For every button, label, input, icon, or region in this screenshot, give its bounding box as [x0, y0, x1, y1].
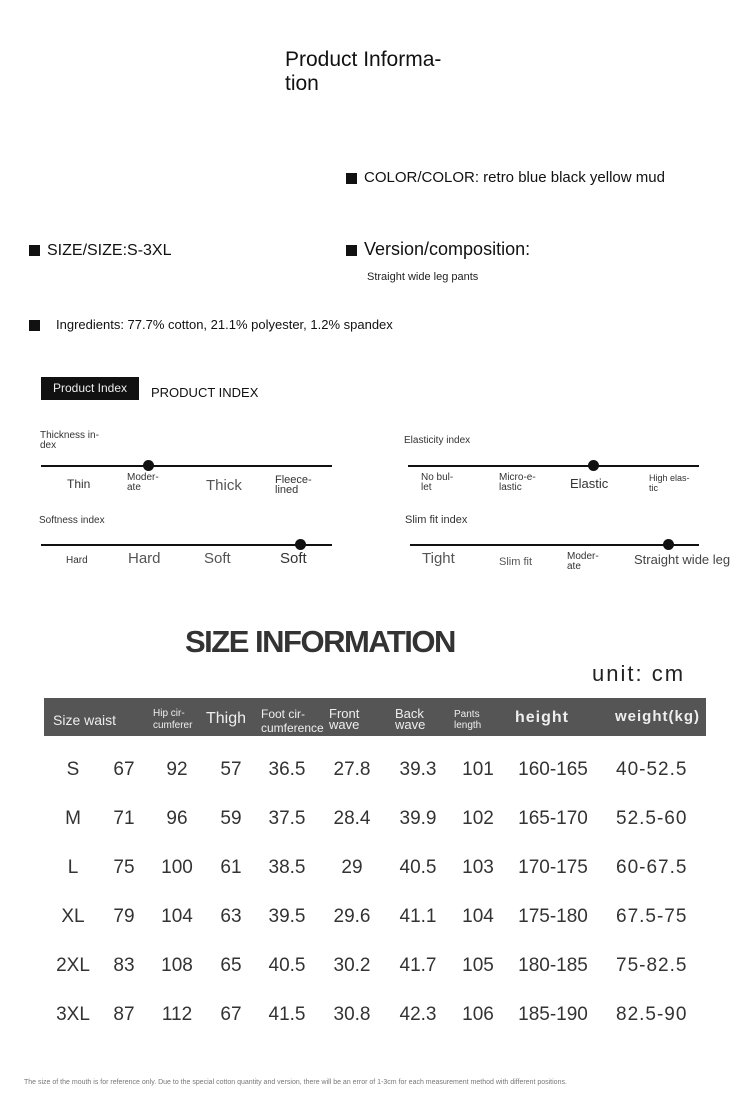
- table-cell: 40.5: [268, 955, 306, 976]
- color-text: COLOR/COLOR: retro blue black yellow mud: [364, 169, 665, 186]
- table-cell: 83: [113, 955, 135, 976]
- header-weight: weight(kg): [615, 708, 700, 725]
- bullet-square-icon: [346, 173, 357, 184]
- header-foot: Foot cir- cumference: [261, 707, 324, 735]
- table-cell: 106: [462, 1004, 494, 1025]
- table-cell: 65: [220, 955, 242, 976]
- table-cell: 41.5: [268, 1004, 306, 1025]
- size-info: [29, 242, 171, 260]
- table-cell: 61: [220, 857, 242, 878]
- elasticity-option: Micro-e- lastic: [499, 472, 536, 493]
- size-cell: M: [65, 808, 81, 829]
- size-information-title: SIZE INFORMATION: [185, 624, 455, 659]
- table-cell: 165-170: [518, 808, 588, 829]
- weight-cell: 75-82.5: [616, 955, 688, 976]
- table-cell: 160-165: [518, 759, 588, 780]
- version-info: [346, 239, 530, 260]
- table-cell: 39.9: [399, 808, 437, 829]
- size-cell: S: [66, 759, 80, 780]
- table-cell: 36.5: [268, 759, 306, 780]
- table-cell: 100: [161, 857, 193, 878]
- ingredients-info: [29, 317, 393, 332]
- elasticity-scale-line: [408, 465, 699, 467]
- thickness-option: Thick: [206, 477, 242, 494]
- thickness-option: Fleece- lined: [275, 474, 312, 496]
- header-pants-length: Pants length: [454, 709, 482, 731]
- table-cell: 42.3: [399, 1004, 437, 1025]
- softness-option: Hard: [66, 555, 88, 566]
- weight-cell: 52.5-60: [616, 808, 688, 829]
- softness-option: Soft: [204, 550, 231, 567]
- elasticity-option: High elas- tic: [649, 473, 690, 493]
- table-cell: 103: [462, 857, 494, 878]
- header-height: height: [515, 709, 569, 726]
- page-title: Product Informa- tion: [285, 48, 442, 95]
- table-cell: 104: [462, 906, 494, 927]
- elasticity-marker: [588, 460, 599, 471]
- table-cell: 96: [166, 808, 188, 829]
- table-cell: 57: [220, 759, 242, 780]
- header-size-waist: Size waist: [53, 712, 117, 728]
- product-index-badge: Product Index: [41, 377, 139, 400]
- softness-scale-line: [41, 544, 332, 546]
- table-cell: 108: [161, 955, 193, 976]
- table-cell: 37.5: [268, 808, 306, 829]
- bullet-square-icon: [29, 320, 40, 331]
- slim-fit-option: Straight wide leg: [634, 552, 731, 567]
- header-hip: Hip cir- cumferer: [153, 708, 193, 731]
- header-back-wave: Back wave: [395, 706, 426, 732]
- color-info: [346, 169, 665, 186]
- weight-cell: 82.5-90: [616, 1004, 688, 1025]
- header-thigh: Thigh: [206, 710, 247, 727]
- version-value: Straight wide leg pants: [367, 271, 479, 283]
- weight-cell: 67.5-75: [616, 906, 688, 927]
- weight-cell: 40-52.5: [616, 759, 688, 780]
- softness-index-label: Softness index: [39, 515, 105, 526]
- size-cell: 3XL: [56, 1004, 90, 1025]
- table-cell: 185-190: [518, 1004, 588, 1025]
- elasticity-index-label: Elasticity index: [404, 435, 471, 446]
- table-cell: 29: [341, 857, 363, 878]
- table-cell: 30.8: [333, 1004, 371, 1025]
- softness-option: Soft: [280, 550, 307, 567]
- size-cell: 2XL: [56, 955, 90, 976]
- table-cell: 39.3: [399, 759, 437, 780]
- table-cell: 30.2: [333, 955, 371, 976]
- slim-fit-index-label: Slim fit index: [405, 514, 468, 526]
- slim-fit-scale-line: [410, 544, 699, 546]
- slim-fit-option: Tight: [422, 550, 455, 567]
- slim-fit-option: Slim fit: [499, 556, 532, 568]
- table-cell: 40.5: [399, 857, 437, 878]
- header-front-wave: Front wave: [329, 706, 360, 732]
- table-cell: 67: [113, 759, 135, 780]
- table-cell: 87: [113, 1004, 135, 1025]
- bullet-square-icon: [29, 245, 40, 256]
- table-cell: 39.5: [268, 906, 306, 927]
- thickness-index-label: Thickness in- dex: [40, 430, 99, 451]
- footnote: The size of the mouth is for reference only. Due to the special cotton quantity and version, there will be an error of 1-3cm for each measurement method with different positions.: [24, 1079, 567, 1086]
- bullet-square-icon: [346, 245, 357, 256]
- thickness-option: Thin: [67, 477, 91, 491]
- size-table-header: [44, 698, 706, 736]
- thickness-marker: [143, 460, 154, 471]
- size-cell: L: [67, 857, 79, 878]
- softness-option: Hard: [128, 550, 161, 567]
- size-text: SIZE/SIZE:S-3XL: [47, 242, 172, 259]
- unit-label: unit: cm: [592, 661, 686, 686]
- table-cell: 28.4: [333, 808, 371, 829]
- table-cell: 102: [462, 808, 494, 829]
- table-cell: 29.6: [333, 906, 371, 927]
- elasticity-option: Elastic: [570, 476, 609, 491]
- table-cell: 104: [161, 906, 193, 927]
- table-cell: 92: [166, 759, 188, 780]
- product-index-heading: PRODUCT INDEX: [151, 385, 259, 400]
- table-cell: 112: [161, 1004, 193, 1025]
- table-cell: 71: [113, 808, 135, 829]
- ingredients-text: Ingredients: 77.7% cotton, 21.1% polyester, 1.2% spandex: [56, 317, 393, 332]
- table-cell: 180-185: [518, 955, 588, 976]
- table-cell: 79: [113, 906, 135, 927]
- table-cell: 59: [220, 808, 242, 829]
- table-cell: 41.7: [399, 955, 437, 976]
- table-cell: 75: [113, 857, 135, 878]
- slim-fit-option: Moder- ate: [567, 551, 599, 572]
- table-cell: 67: [220, 1004, 242, 1025]
- table-cell: 175-180: [518, 906, 588, 927]
- thickness-option: Moder- ate: [127, 472, 159, 493]
- softness-marker: [295, 539, 306, 550]
- thickness-scale-line: [41, 465, 332, 467]
- table-cell: 27.8: [333, 759, 371, 780]
- table-cell: 170-175: [518, 857, 588, 878]
- table-cell: 101: [462, 759, 494, 780]
- table-cell: 38.5: [268, 857, 306, 878]
- version-text: Version/composition:: [364, 239, 531, 259]
- table-cell: 41.1: [399, 906, 437, 927]
- size-cell: XL: [61, 906, 85, 927]
- slim-fit-marker: [663, 539, 674, 550]
- table-cell: 63: [220, 906, 242, 927]
- weight-cell: 60-67.5: [616, 857, 688, 878]
- table-cell: 105: [462, 955, 494, 976]
- elasticity-option: No bul- let: [421, 472, 454, 493]
